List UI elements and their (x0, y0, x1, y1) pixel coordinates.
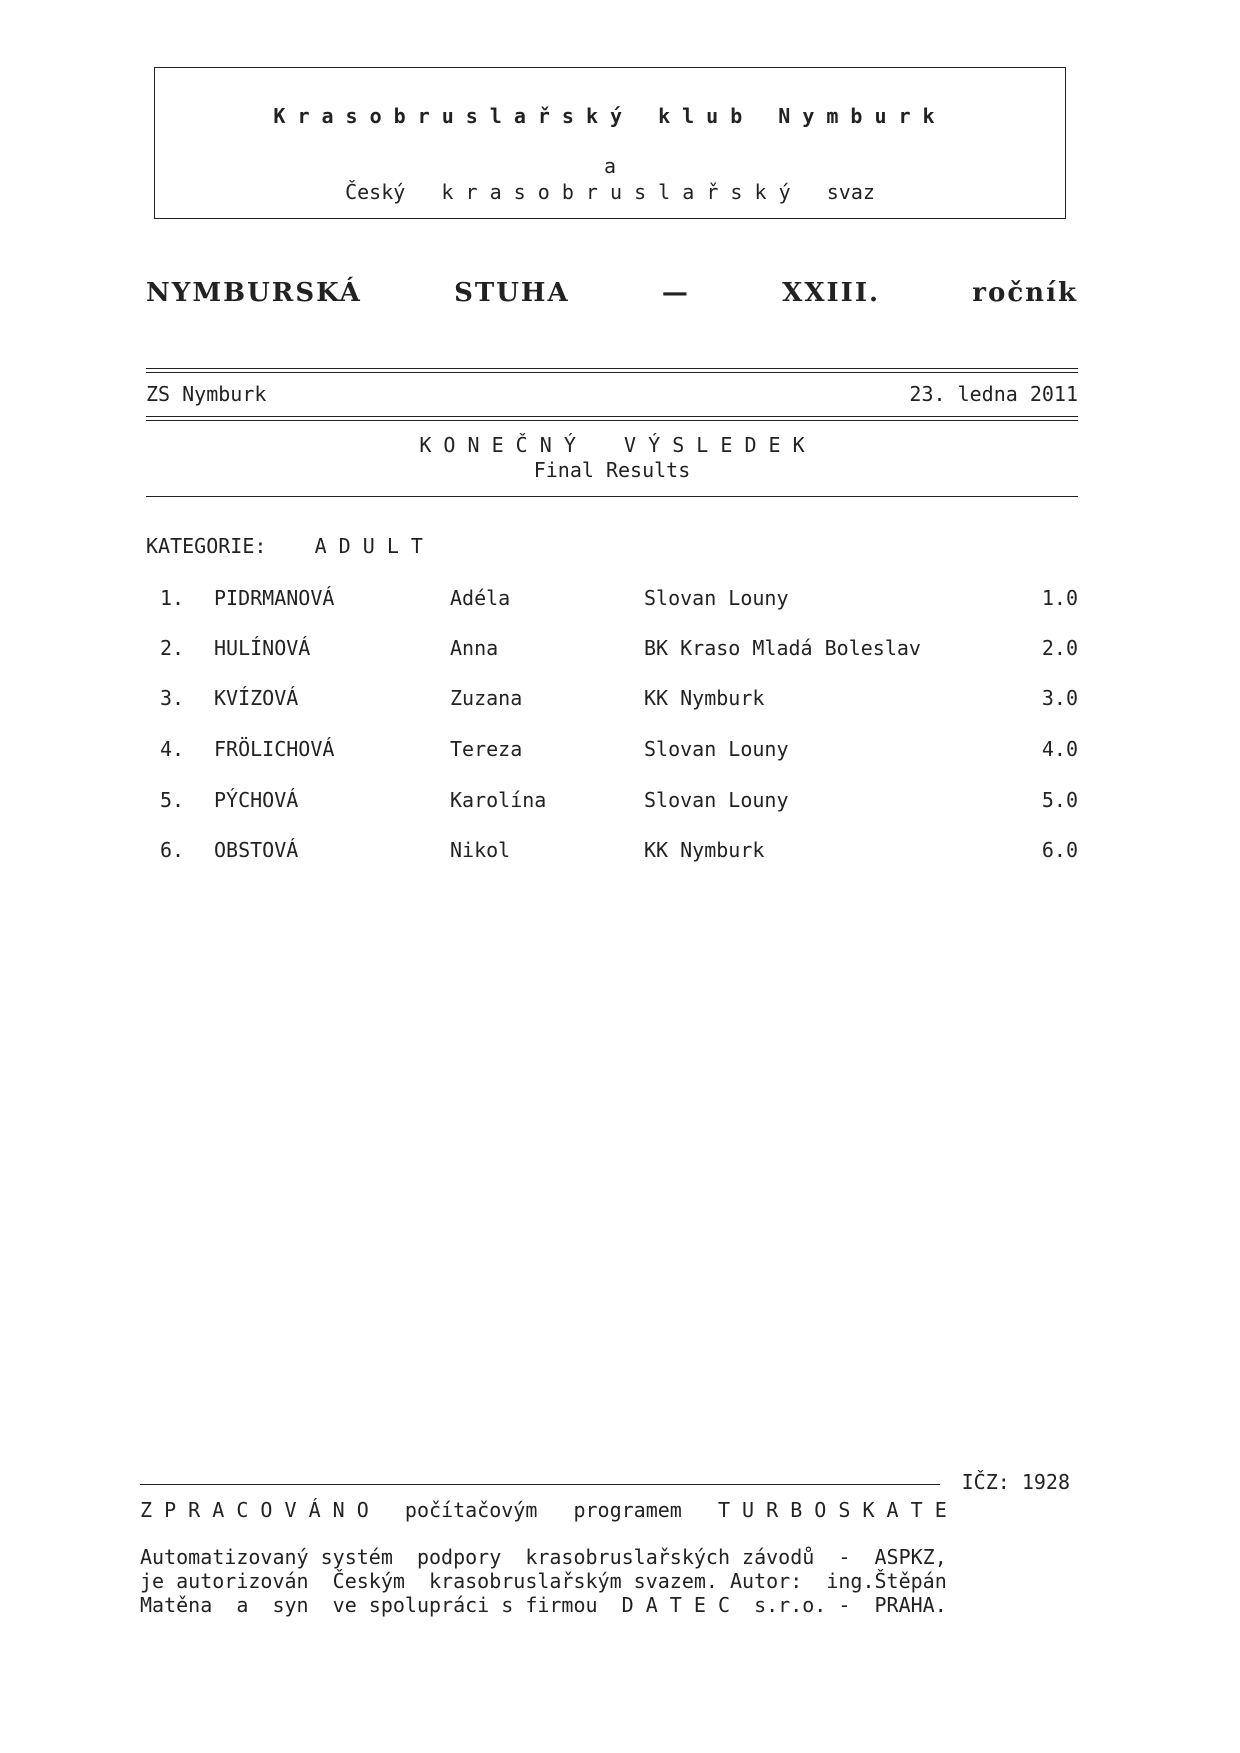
result-row (146, 686, 1078, 716)
footer-paragraph-line-2: je autorizován Českým krasobruslařským svazem. Autor: ing.Štěpán (140, 1569, 947, 1593)
venue: ZS Nymburk (146, 382, 267, 406)
divider-double-bottom (146, 416, 1078, 421)
score: 6.0 (1041, 838, 1078, 862)
rank: 5. (160, 788, 185, 812)
score: 4.0 (1041, 737, 1078, 761)
rank: 6. (160, 838, 185, 862)
header-conjunction: a (603, 154, 617, 178)
club: BK Kraso Mladá Boleslav (644, 636, 921, 660)
rank: 1. (160, 586, 185, 610)
rank: 3. (160, 686, 185, 710)
title-part-1: NYMBURSKÁ (146, 278, 362, 308)
club: KK Nymburk (644, 686, 765, 710)
event-date: 23. ledna 2011 (909, 382, 1078, 406)
club: Slovan Louny (644, 737, 789, 761)
score: 5.0 (1041, 788, 1078, 812)
rank: 4. (160, 737, 185, 761)
title-part-4: ročník (972, 278, 1078, 308)
result-row (146, 788, 1078, 818)
surname: OBSTOVÁ (214, 838, 299, 862)
first-name: Anna (450, 636, 499, 660)
first-name: Nikol (450, 838, 511, 862)
first-name: Zuzana (450, 686, 523, 710)
first-name: Tereza (450, 737, 523, 761)
surname: PIDRMANOVÁ (214, 586, 335, 610)
title-part-2: STUHA (454, 278, 570, 308)
header-box (154, 67, 1066, 219)
surname: FRÖLICHOVÁ (214, 737, 335, 761)
title-dash: — (661, 278, 690, 308)
first-name: Karolína (450, 788, 547, 812)
category (146, 534, 423, 558)
club: Slovan Louny (644, 788, 789, 812)
surname: KVÍZOVÁ (214, 686, 299, 710)
results-title-en: Final Results (533, 458, 691, 482)
results-title-cz: K O N E Č N Ý V Ý S L E D E K (419, 433, 805, 457)
union-name: Český k r a s o b r u s l a ř s k ý svaz (345, 180, 875, 204)
processed-by: Z P R A C O V Á N O počítačovým programem T U R B O S K A T E (140, 1498, 947, 1522)
divider-double-top (146, 368, 1078, 373)
event-title (146, 278, 1078, 308)
result-row (146, 636, 1078, 666)
result-row (146, 737, 1078, 767)
club-name: Krasobruslařský klub Nymburk (273, 104, 947, 128)
category-value: A D U L T (314, 534, 423, 558)
registration-number: IČZ: 1928 (961, 1470, 1070, 1494)
score: 1.0 (1041, 586, 1078, 610)
category-label: KATEGORIE: (146, 534, 267, 558)
surname: PÝCHOVÁ (214, 788, 299, 812)
score: 3.0 (1041, 686, 1078, 710)
divider-single (146, 496, 1078, 497)
result-row (146, 838, 1078, 868)
score: 2.0 (1041, 636, 1078, 660)
footer-paragraph-line-1: Automatizovaný systém podpory krasobruslařských závodů - ASPKZ, (140, 1545, 947, 1569)
club: Slovan Louny (644, 586, 789, 610)
title-part-3: XXIII. (782, 278, 881, 308)
result-row (146, 586, 1078, 616)
first-name: Adéla (450, 586, 511, 610)
rank: 2. (160, 636, 185, 660)
surname: HULÍNOVÁ (214, 636, 311, 660)
footer-divider (140, 1484, 940, 1485)
footer-paragraph-line-3: Matěna a syn ve spolupráci s firmou D A T E C s.r.o. - PRAHA. (140, 1593, 947, 1617)
club: KK Nymburk (644, 838, 765, 862)
